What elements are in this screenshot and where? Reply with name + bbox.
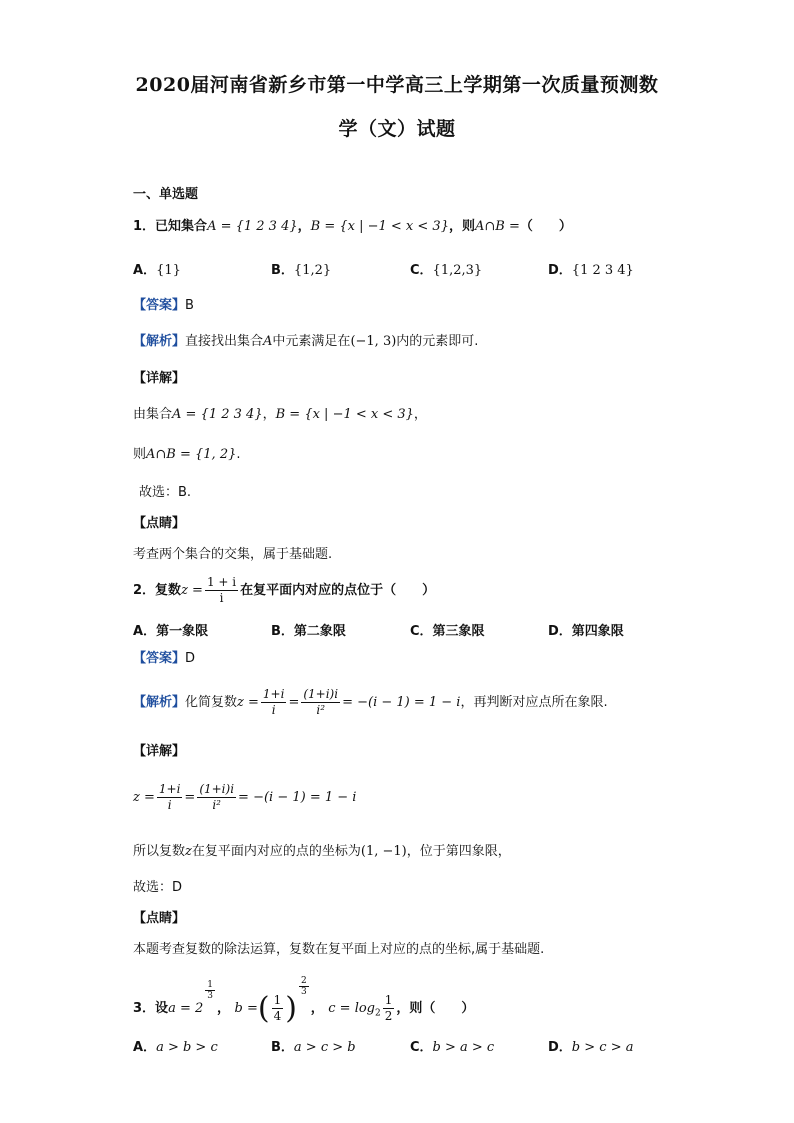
q2-conclusion: 故选：D xyxy=(133,880,183,895)
q3-option-b: B．a > c > b xyxy=(271,1040,356,1055)
q2-fraction: $\frac{1 + i}{i}$ xyxy=(206,575,237,605)
q1-set-a: A = {1 2 3 4} xyxy=(207,219,298,234)
q1-detail-label: 【详解】 xyxy=(133,371,186,386)
q1-option-c: C．{1,2,3} xyxy=(410,263,483,278)
q1-detail-line1: 由集合A = {1 2 3 4}，B = {x | −1 < x < 3}， xyxy=(133,407,427,422)
q1-answer-value: B xyxy=(185,298,194,313)
q2-stem: 2．复数z = $\frac{1 + i}{i}$ 在复平面内对应的点位于（ ） xyxy=(133,575,436,605)
q2-option-d: D．第四象限 xyxy=(548,624,624,639)
q1-conclusion: 故选：B. xyxy=(139,485,192,500)
q1-answer xyxy=(133,297,194,315)
q3-option-a: A．a > b > c xyxy=(133,1040,218,1055)
q2-option-c: C．第三象限 xyxy=(410,624,485,639)
q2-answer: 【答案】D xyxy=(133,651,196,666)
q2-option-b: B．第二象限 xyxy=(271,624,346,639)
q1-detail-line2: 则A∩B = {1, 2}. xyxy=(133,447,241,462)
q1-stem-prefix: 已知集合 xyxy=(155,219,208,234)
q1-stem xyxy=(133,218,572,236)
q1-stem-mid: ，则 xyxy=(448,219,475,234)
q2-detail-text: 所以复数z在复平面内对应的点的坐标为(1, −1)，位于第四象限， xyxy=(133,844,511,859)
q1-sep: ， xyxy=(297,219,311,234)
document-title-line2: 学（文）试题 xyxy=(338,118,456,140)
analysis-label: 【解析】 xyxy=(133,334,186,349)
q2-comment: 本题考查复数的除法运算，复数在复平面上对应的点的坐标,属于基础题. xyxy=(133,942,545,957)
q1-comment-label: 【点睛】 xyxy=(133,516,186,531)
q1-option-a: A．{1} xyxy=(133,263,181,278)
q2-detail-equation: z = $\frac{1+i}{i}$ = $\frac{(1+i)i}{\text{i²}}$ = −(i − 1) = 1 − i xyxy=(133,782,357,812)
q1-comment: 考查两个集合的交集，属于基础题. xyxy=(133,547,333,562)
answer-label: 【答案】 xyxy=(133,298,186,313)
q2-option-a: A．第一象限 xyxy=(133,624,209,639)
q1-expr: A∩B = xyxy=(474,219,520,234)
q3-option-c: C．b > a > c xyxy=(410,1040,495,1055)
q3-option-d: D．b > c > a xyxy=(548,1040,634,1055)
q1-option-b: B．{1,2} xyxy=(271,263,332,278)
q1-option-d: D．{1 2 3 4} xyxy=(548,263,634,278)
q1-set-b: B = {x | −1 < x < 3} xyxy=(310,219,449,234)
section-heading: 一、单选题 xyxy=(133,187,199,202)
q1-number: 1． xyxy=(133,219,156,234)
q1-analysis: 【解析】直接找出集合A中元素满足在(−1, 3)内的元素即可. xyxy=(133,334,479,349)
q3-stem: 3．设a = 2 $\frac{1}{3}$ ， b =( $\frac{1}{4}$ ) $\frac{2}{3}$ ， $c = \log_2$ $\frac{1}{2}$ ，则（ ） xyxy=(133,976,475,1026)
q2-detail-label: 【详解】 xyxy=(133,744,186,759)
q2-analysis: 【解析】化简复数z = $\frac{1+i}{i}$ = $\frac{(1+i)i}{\text{i²}}$ = −(i − 1) = 1 − i，再判断对应点所在象限. xyxy=(133,687,608,717)
document-title-line1: 2020届河南省新乡市第一中学高三上学期第一次质量预测数 xyxy=(135,74,659,96)
q2-comment-label: 【点睛】 xyxy=(133,911,186,926)
q1-stem-end: （ ） xyxy=(519,219,572,234)
